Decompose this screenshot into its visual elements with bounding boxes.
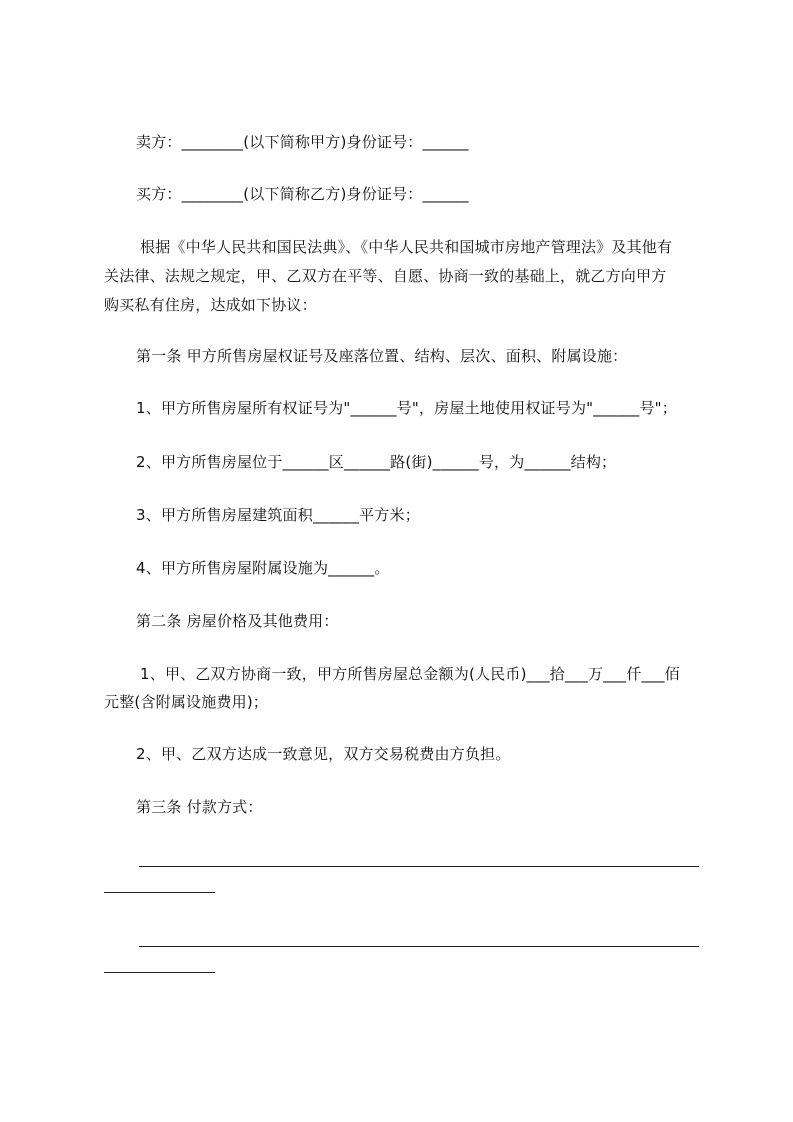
article1-item-2: 2、甲方所售房屋位于______区______路(街)______号，为______结构；	[136, 453, 617, 471]
article2-item1-line2: 元整(含附属设施费用)；	[104, 693, 269, 711]
article1-item-1: 1、甲方所售房屋所有权证号为"______号"，房屋土地使用权证号为"______号"；	[136, 399, 677, 417]
preamble-line-1: 根据《中华人民共和国民法典》、《中华人民共和国城市房地产管理法》及其他有	[140, 238, 673, 256]
article1-item-3: 3、甲方所售房屋建筑面积______平方米；	[136, 506, 420, 524]
article1-heading: 第一条 甲方所售房屋权证号及座落位置、结构、层次、面积、附属设施：	[136, 347, 628, 365]
payment-blank-line-1a	[139, 866, 699, 867]
seller-line: 卖方：________(以下简称甲方)身份证号：______	[136, 133, 469, 151]
payment-blank-line-1b	[104, 892, 215, 893]
payment-blank-line-2a	[139, 946, 699, 947]
article3-heading: 第三条 付款方式：	[136, 798, 263, 816]
payment-blank-line-2b	[104, 972, 215, 973]
preamble-line-3: 购买私有住房，达成如下协议：	[104, 296, 317, 314]
article2-item1-line1: 1、甲、乙双方协商一致，甲方所售房屋总金额为(人民币)___拾___万___仟___佰	[140, 665, 680, 683]
article2-item2: 2、甲、乙双方达成一致意见，双方交易税费由方负担。	[136, 745, 511, 763]
article2-heading: 第二条 房屋价格及其他费用：	[136, 612, 339, 630]
buyer-line: 买方：________(以下简称乙方)身份证号：______	[136, 185, 469, 203]
preamble-line-2: 关法律、法规之规定，甲、乙双方在平等、自愿、协商一致的基础上，就乙方向甲方	[104, 267, 667, 285]
article1-item-4: 4、甲方所售房屋附属设施为______。	[136, 559, 390, 577]
